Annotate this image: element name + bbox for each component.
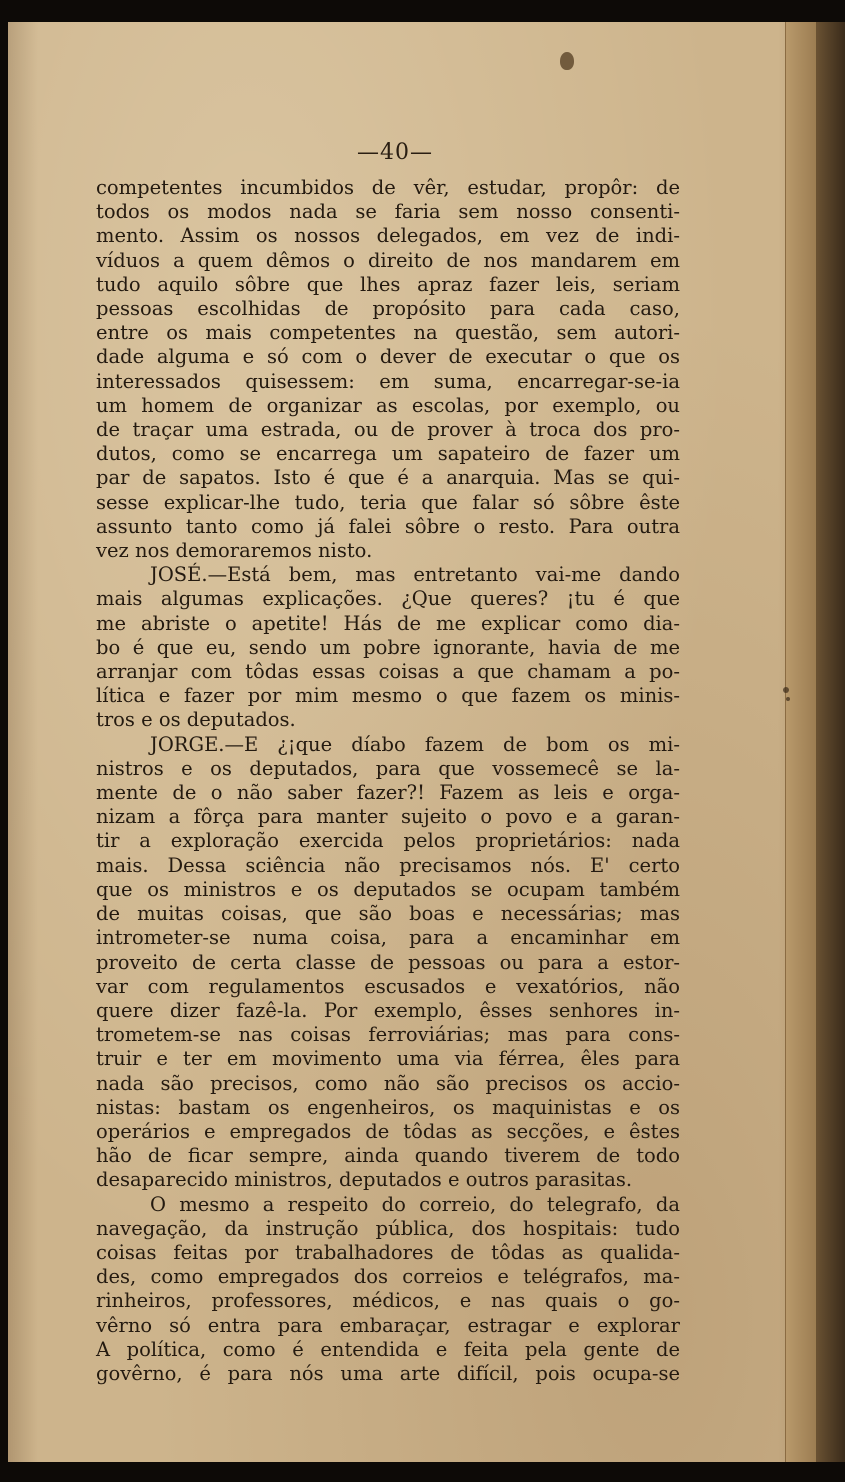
text-line: trometem-se nas coisas ferroviárias; mas para cons-	[96, 1023, 680, 1047]
text-line: entre os mais competentes na questão, sem autori-	[96, 321, 680, 345]
text-line: proveito de certa classe de pessoas ou para a estor-	[96, 950, 680, 974]
text-line: nistas: bastam os engenheiros, os maquinistas e os	[96, 1095, 680, 1119]
text-line: truir e ter em movimento uma via férrea, êles para	[96, 1047, 680, 1071]
text-line: de traçar uma estrada, ou de prover à troca dos pro-	[96, 418, 680, 442]
text-line: vez nos demoraremos nisto.	[96, 539, 373, 563]
text-line: rinheiros, professores, médicos, e nas quais o go-	[96, 1289, 680, 1313]
text-line: sesse explicar-lhe tudo, teria que falar só sôbre êste	[96, 490, 680, 514]
text-line: O mesmo a respeito do correio, do telegrafo, da	[150, 1192, 680, 1216]
ink-blot	[560, 52, 574, 70]
text-line: var com regulamentos escusados e vexatórios, não	[96, 974, 680, 998]
ink-spot	[783, 687, 789, 693]
dialogue-line-jose: JOSÉ.—Está bem, mas entretanto vai-me dando	[150, 563, 680, 587]
text-line: A política, como é entendida e feita pela gente de	[96, 1337, 680, 1361]
text-line: operários e empregados de tôdas as secções, e êstes	[96, 1119, 680, 1143]
text-line: quere dizer fazê-la. Por exemplo, êsses senhores in-	[96, 998, 680, 1022]
page-number: —40—	[357, 140, 433, 165]
text-line: dutos, como se encarrega um sapateiro de fazer um	[96, 442, 680, 466]
text-line: interessados quisessem: em suma, encarregar-se-ia	[96, 369, 680, 393]
text-line: bo é que eu, sendo um pobre ignorante, havia de me	[96, 635, 680, 659]
body-text	[96, 176, 680, 1386]
text-line: mente de o não saber fazer?! Fazem as leis e orga-	[96, 781, 680, 805]
text-line: assunto tanto como já falei sôbre o resto. Para outra	[96, 514, 680, 538]
text-line: nizam a fôrça para manter sujeito o povo e a garan-	[96, 805, 680, 829]
text-line: tudo aquilo sôbre que lhes apraz fazer leis, seriam	[96, 272, 680, 296]
text-line: tros e os deputados.	[96, 708, 296, 732]
text-line: víduos a quem dêmos o direito de nos mandarem em	[96, 248, 680, 272]
text-line: lítica e fazer por mim mesmo o que fazem os minis-	[96, 684, 680, 708]
text-line: hão de ficar sempre, ainda quando tiverem de todo	[96, 1144, 680, 1168]
text-line: me abriste o apetite! Hás de me explicar como dia-	[96, 611, 680, 635]
text-line: tir a exploração exercida pelos proprietários: nada	[96, 829, 680, 853]
text-line: mais algumas explicações. ¿Que queres? ¡tu é que	[96, 587, 680, 611]
text-line: dade alguma e só com o dever de executar o que os	[96, 345, 680, 369]
text-line: coisas feitas por trabalhadores de tôdas as qualida-	[96, 1240, 680, 1264]
ink-spot	[786, 697, 790, 701]
text-line: que os ministros e os deputados se ocupam também	[96, 877, 680, 901]
book-edge	[816, 22, 845, 1462]
text-line: mento. Assim os nossos delegados, em vez de indi-	[96, 224, 680, 248]
text-line: todos os modos nada se faria sem nosso consenti-	[96, 200, 680, 224]
text-line: mais. Dessa sciência não precisamos nós. E' certo	[96, 853, 680, 877]
text-line: desaparecido ministros, deputados e outros parasitas.	[96, 1168, 633, 1192]
text-line: um homem de organizar as escolas, por exemplo, ou	[96, 393, 680, 417]
page-gutter	[785, 22, 816, 1462]
text-line: vêrno só entra para embaraçar, estragar e explorar	[96, 1313, 680, 1337]
dialogue-line-jorge: JORGE.—E ¿¡que díabo fazem de bom os mi-	[150, 732, 680, 756]
text-line: govêrno, é para nós uma arte difícil, pois ocupa-se	[96, 1361, 680, 1385]
text-line: intrometer-se numa coisa, para a encaminhar em	[96, 926, 680, 950]
text-line: de muitas coisas, que são boas e necessárias; mas	[96, 902, 680, 926]
text-line: arranjar com tôdas essas coisas a que chamam a po-	[96, 660, 680, 684]
text-line: des, como empregados dos correios e telégrafos, ma-	[96, 1265, 680, 1289]
text-line: pessoas escolhidas de propósito para cada caso,	[96, 297, 680, 321]
text-line: nada são precisos, como não são precisos os accio-	[96, 1071, 680, 1095]
text-line: competentes incumbidos de vêr, estudar, propôr: de	[96, 176, 680, 199]
text-line: nistros e os deputados, para que vossemecê se la-	[96, 756, 680, 780]
text-line: navegação, da instrução pública, dos hospitais: tudo	[96, 1216, 680, 1240]
text-line: par de sapatos. Isto é que é a anarquia. Mas se qui-	[96, 466, 680, 490]
